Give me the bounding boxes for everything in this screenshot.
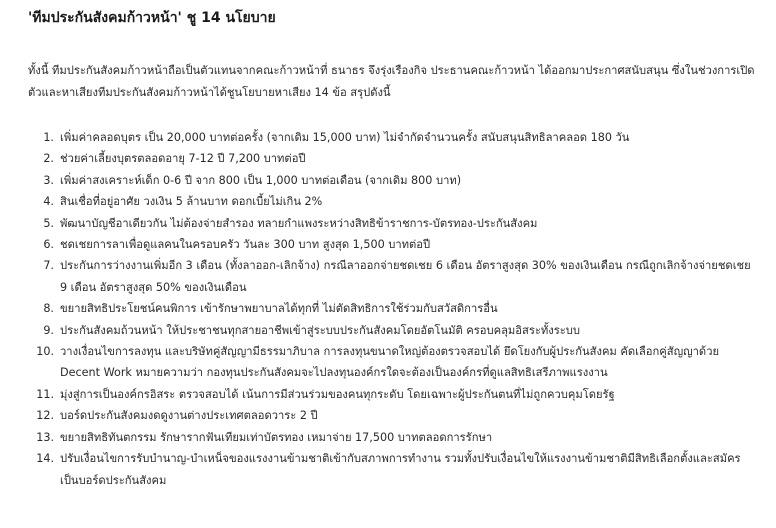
policy-number: 3.	[43, 173, 54, 187]
policy-item	[28, 191, 762, 212]
policy-text: ประกันการว่างงานเพิ่มอีก 3 เดือน (ทั้งลาออก-เลิกจ้าง) กรณีลาออกจ่ายชดเชย 6 เดือน อัตราสูงสุด 30% ของเงินเดือน กรณีถูกเลิกจ้างจ่ายชดเชย 9 เดือน อัตราสูงสุด 50% ของเงินเดือน	[60, 259, 751, 294]
policy-text: พัฒนาบัญชีอาเดียวกัน ไม่ต้องจ่ายสำรอง ทลายกำแพงระหว่างสิทธิข้าราชการ-บัตรทอง-ประกันสังคม	[60, 216, 538, 230]
policy-number: 7.	[43, 259, 54, 273]
policy-text: ขยายสิทธิทันตกรรม รักษารากฟันเทียมเท่าบัตรทอง เหมาจ่าย 17,500 บาทตลอดการรักษา	[60, 430, 493, 444]
policy-text: เพิ่มค่าคลอดบุตร เป็น 20,000 บาทต่อครั้ง (จากเดิม 15,000 บาท) ไม่จำกัดจำนวนครั้ง สนับสนุนสิทธิลาคลอด 180 วัน	[60, 131, 630, 144]
policy-number: 5.	[43, 216, 54, 230]
policy-item	[28, 341, 762, 384]
policy-item	[28, 127, 762, 148]
policy-item	[28, 234, 762, 255]
policy-number: 6.	[43, 238, 54, 252]
policy-text: วางเงื่อนไขการลงทุน และบริษัทคู่สัญญามีธรรมาภิบาล การลงทุนขนาดใหญ่ต้องตรวจสอบได้ ยึดโยงกับผู้ประกันสังคม คัดเลือกคู่สัญญาด้วย Decent Work หมายความว่า กองทุนประกันสังคมจะไปลงทุนองค์กรใดจะต้องเป็นองค์กรที่ดูแลสิทธิเสรีภาพแรงงาน	[60, 345, 720, 380]
policy-item	[28, 255, 762, 298]
policy-item	[28, 213, 762, 234]
policy-number: 14.	[36, 452, 54, 466]
policy-list	[28, 127, 762, 491]
policy-number: 4.	[43, 195, 54, 209]
intro-paragraph: ทั้งนี้ ทีมประกันสังคมก้าวหน้าถือเป็นตัวแทนจากคณะก้าวหน้าที่ ธนาธร จึงรุ่งเรืองกิจ ประธานคณะก้าวหน้า ได้ออกมาประกาศสนับสนุน ซึ่งในช่วงการเปิดตัวและหาเสียงทีมประกันสังคมก้าวหน้าได้ชูนโยบายหาเสียง 14 ข้อ สรุปดังนี้	[28, 64, 755, 99]
policy-text: เพิ่มค่าสงเคราะห์เด็ก 0-6 ปี จาก 800 เป็น 1,000 บาทต่อเดือน (จากเดิม 800 บาท)	[60, 173, 462, 187]
policy-text: ประกันสังคมถ้วนหน้า ให้ประชาชนทุกสายอาชีพเข้าสู่ระบบประกันสังคมโดยอัตโนมัติ ครอบคลุมอิสระทั้งระบบ	[60, 323, 580, 337]
policy-number: 2.	[43, 152, 54, 166]
policy-item	[28, 384, 762, 405]
policy-text: ชดเชยการลาเพื่อดูแลคนในครอบครัว วันละ 300 บาท สูงสุด 1,500 บาทต่อปี	[60, 238, 431, 252]
policy-text: ช่วยค่าเลี้ยงบุตรตลอดอายุ 7-12 ปี 7,200 บาทต่อปี	[60, 152, 306, 166]
policy-number: 10.	[36, 345, 54, 359]
policy-item	[28, 448, 762, 491]
policy-item	[28, 320, 762, 341]
policy-item	[28, 298, 762, 319]
article-title: 'ทีมประกันสังคมก้าวหน้า' ชู 14 นโยบาย	[28, 10, 276, 26]
policy-number: 9.	[43, 323, 54, 337]
policy-text: สินเชื่อที่อยู่อาศัย วงเงิน 5 ล้านบาท ดอกเบี้ยไม่เกิน 2%	[60, 195, 323, 209]
policy-number: 1.	[43, 131, 54, 144]
policy-item	[28, 148, 762, 169]
policy-item	[28, 170, 762, 191]
policy-text: บอร์ดประกันสังคมงดดูงานต่างประเทศตลอดวาระ 2 ปี	[60, 409, 318, 423]
policy-item	[28, 427, 762, 448]
policy-number: 11.	[36, 387, 54, 401]
policy-text: ขยายสิทธิประโยชน์คนพิการ เข้ารักษาพยาบาลได้ทุกที่ ไม่ตัดสิทธิการใช้ร่วมกับสวัสดิการอื่น	[60, 302, 498, 316]
policy-number: 8.	[43, 302, 54, 316]
policy-number: 13.	[36, 430, 54, 444]
policy-item	[28, 405, 762, 426]
policy-text: ปรับเงื่อนไขการรับบำนาญ-บำเหน็จของแรงงานข้ามชาติเข้ากับสภาพการทำงาน รวมทั้งปรับเงื่อนไขให้แรงงานข้ามชาติมีสิทธิเลือกตั้งและสมัครเป็นบอร์ดประกันสังคม	[60, 452, 741, 487]
policy-text: มุ่งสู่การเป็นองค์กรอิสระ ตรวจสอบได้ เน้นการมีส่วนร่วมของคนทุกระดับ โดยเฉพาะผู้ประกันตนที่ไม่ถูกควบคุมโดยรัฐ	[60, 387, 615, 401]
policy-number: 12.	[36, 409, 54, 423]
